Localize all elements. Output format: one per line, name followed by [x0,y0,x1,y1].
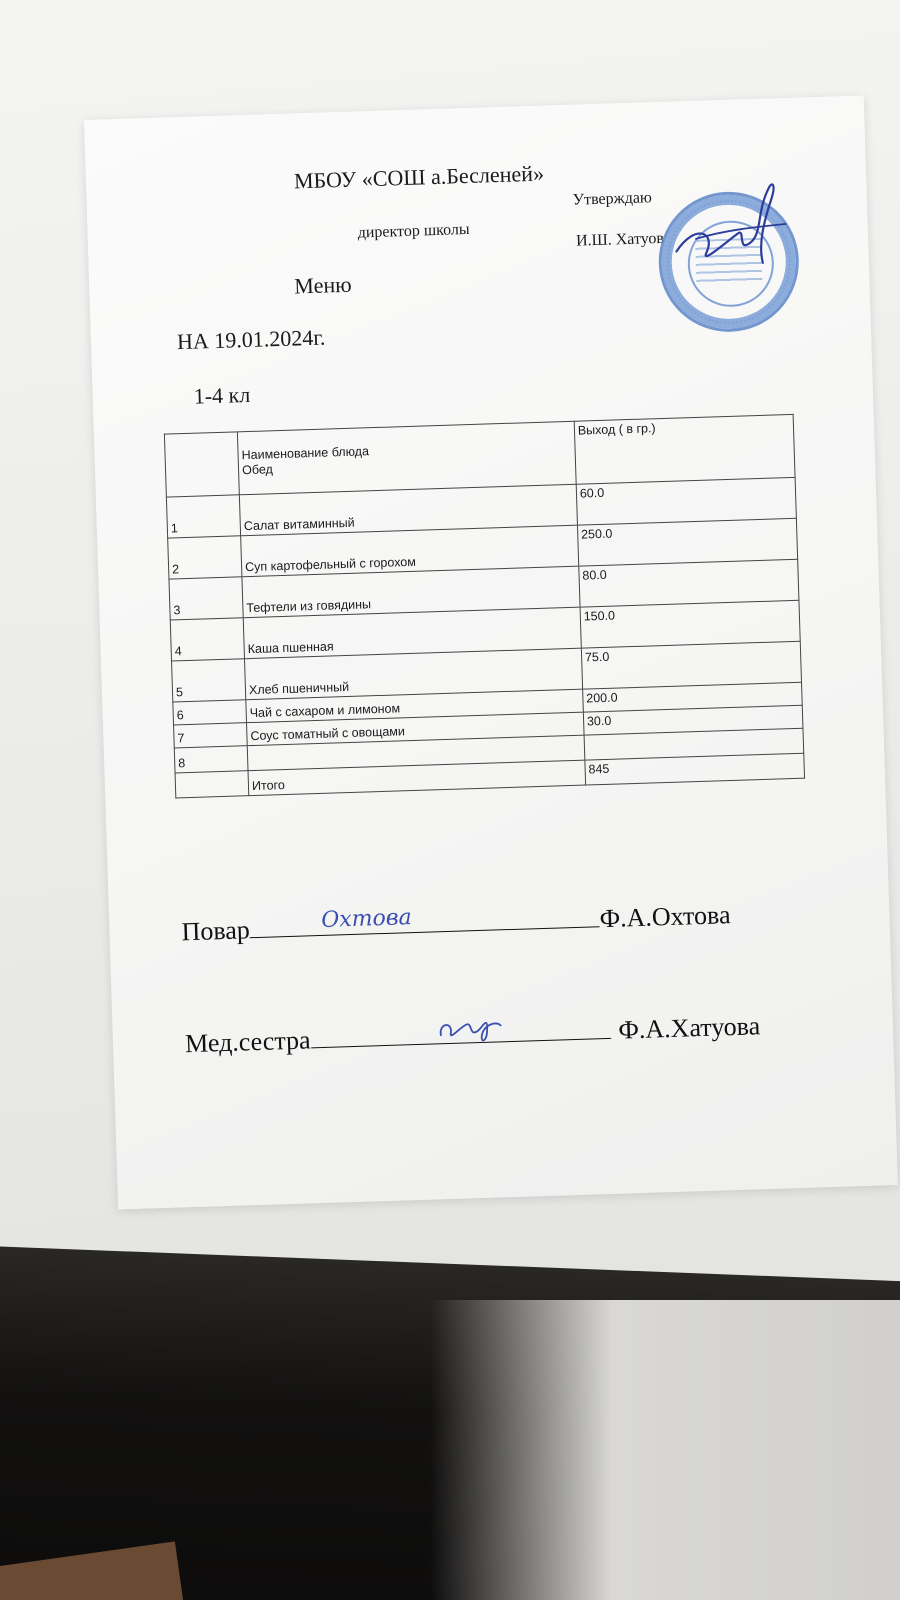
row-dish: Чай с сахаром и лимоном [246,689,583,723]
header-name-line2: Обед [241,462,274,478]
cook-signature-line [249,906,599,938]
row-dish: Суп картофельный с горохом [241,525,579,577]
cook-handwriting-text: Охтова [321,905,413,933]
nurse-name: Ф.А.Хатуова [617,1011,761,1045]
nurse-signature-row [185,1011,761,1059]
cook-handwriting [249,888,600,939]
cook-signature-row [181,900,731,947]
row-num: 5 [172,659,246,702]
row-num: 2 [168,536,242,579]
row-yield: 75.0 [581,641,801,689]
row-num: 4 [170,618,244,661]
row-yield: 150.0 [580,600,800,648]
menu-sheet [84,95,898,1209]
row-yield: 80.0 [579,559,799,607]
nurse-role: Мед.сестра [184,1025,311,1059]
school-name: МБОУ «СОШ а.Бесленей» [293,160,545,194]
row-num: 1 [166,495,240,538]
row-dish: Салат витаминный [239,484,577,536]
total-label: Итого [248,760,585,796]
row-num: 6 [173,700,247,725]
row-yield: 60.0 [576,477,796,525]
total-value: 845 [585,753,805,785]
nurse-signature-icon [310,1000,611,1049]
director-title: директор школы [357,220,470,242]
nurse-signature-line [310,1018,611,1048]
cook-name: Ф.А.Охтова [599,900,731,934]
row-yield: 200.0 [582,682,802,712]
director-signature-icon [664,170,797,284]
grade-label: 1-4 кл [193,381,251,409]
menu-table [164,414,805,799]
header-num-cell [164,432,239,497]
cook-role: Повар [181,915,251,947]
row-yield: 30.0 [583,705,803,735]
row-dish: Тефтели из говядины [242,566,580,618]
light-background [430,1300,900,1600]
row-num: 8 [174,746,248,773]
row-dish: Каша пшенная [243,607,581,659]
header-name-cell [237,421,576,495]
row-yield: 250.0 [577,518,797,566]
total-num-cell [175,771,249,798]
menu-date: НА 19.01.2024г. [176,324,326,355]
approve-label: Утверждаю [572,189,653,209]
menu-title: Меню [293,271,352,299]
row-dish: Хлеб пшеничный [245,648,583,700]
director-name: И.Ш. Хатуов [575,229,665,250]
row-dish: Соус томатный с овощами [247,712,584,746]
row-num: 7 [174,723,248,748]
row-num: 3 [169,577,243,620]
header-name-line1: Наименование блюда [241,444,370,463]
header-yield-cell: Выход ( в гр.) [574,414,795,484]
